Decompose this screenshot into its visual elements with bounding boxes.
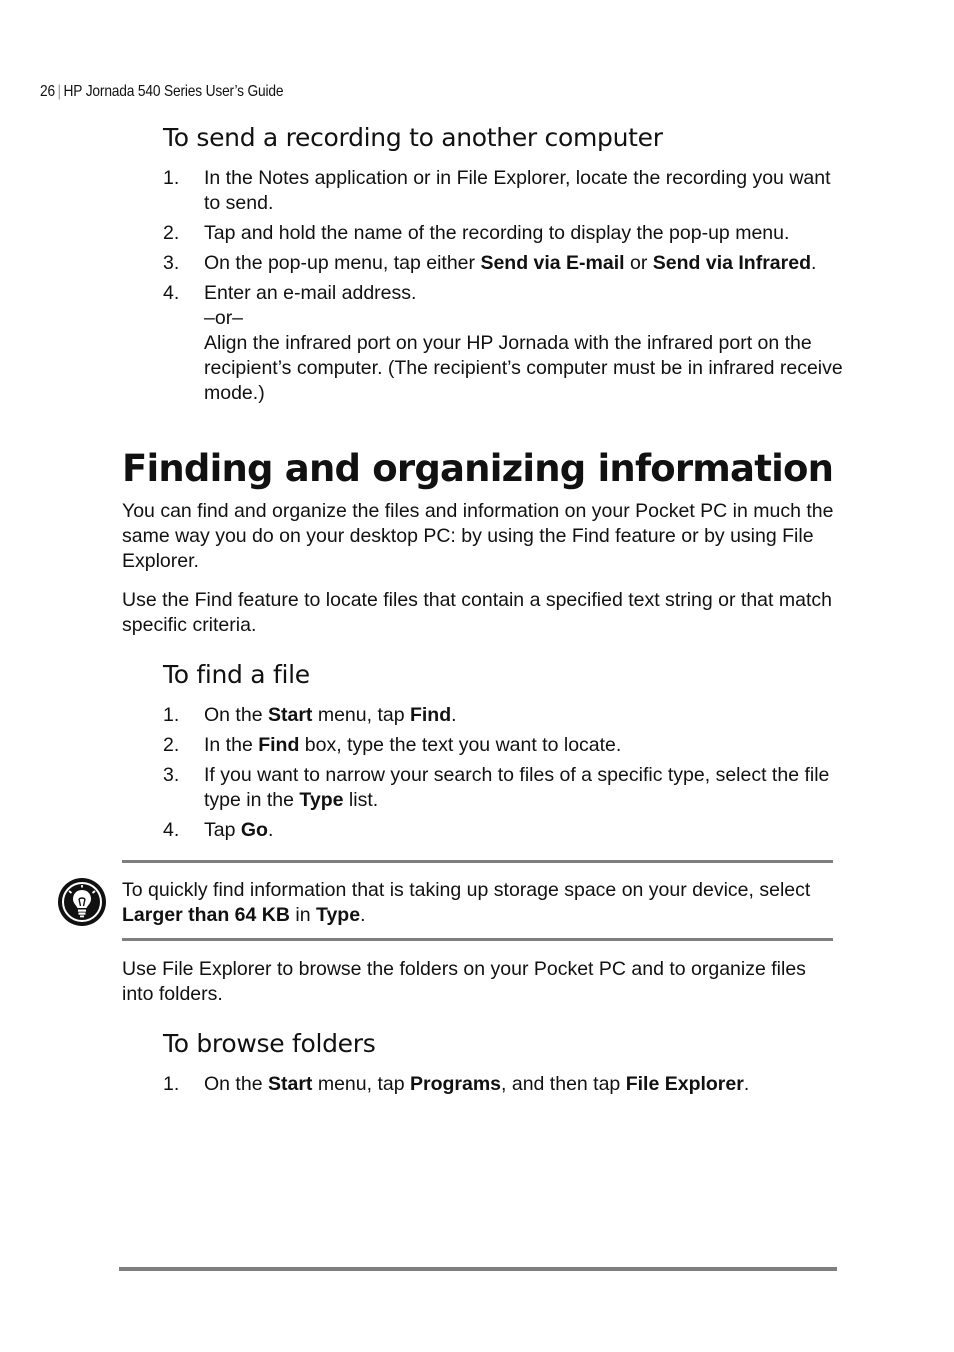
find-file-steps bbox=[163, 703, 843, 848]
send-recording-steps bbox=[163, 166, 843, 411]
list-item: 4. Tap Go. bbox=[163, 819, 274, 841]
lightbulb-icon bbox=[57, 877, 107, 927]
guide-title: HP Jornada 540 Series User’s Guide bbox=[63, 83, 284, 100]
list-item: 1. On the Start menu, tap Programs, and then tap File Explorer. bbox=[163, 1073, 750, 1095]
intro-paragraph: You can find and organize the files and information on your Pocket PC in much the same way you do on your desktop PC: by using the Find feature or by using File Explorer. bbox=[122, 500, 834, 572]
browse-folders-steps bbox=[163, 1072, 843, 1102]
list-item: 2. Tap and hold the name of the recording to display the pop-up menu. bbox=[163, 222, 790, 244]
list-item: 3. On the pop-up menu, tap either Send via E-mail or Send via Infrared. bbox=[163, 252, 817, 274]
list-item: 1. In the Notes application or in File Explorer, locate the recording you want to send. bbox=[163, 167, 831, 214]
browse-folders-heading: To browse folders bbox=[163, 1029, 376, 1058]
find-feature-paragraph: Use the Find feature to locate files that contain a specified text string or that match specific criteria. bbox=[122, 589, 832, 636]
page-number: 26 bbox=[40, 83, 55, 100]
file-explorer-paragraph: Use File Explorer to browse the folders on your Pocket PC and to organize files into folders. bbox=[122, 958, 806, 1005]
page-footer-rule bbox=[119, 1267, 837, 1271]
header-separator: | bbox=[57, 83, 61, 100]
list-item: 4. Enter an e-mail address. –or– Align the infrared port on your HP Jornada with the infrared port on the recipient’s computer. (The recipient’s computer must be in infrared receive mode.) bbox=[163, 282, 843, 404]
tip-text: To quickly find information that is taking up storage space on your device, select Larger than 64 KB in Type. bbox=[122, 879, 811, 926]
section-title: Finding and organizing information bbox=[122, 447, 834, 490]
send-recording-heading: To send a recording to another computer bbox=[163, 123, 663, 152]
list-item: 2. In the Find box, type the text you want to locate. bbox=[163, 734, 622, 756]
tip-bottom-divider bbox=[122, 938, 833, 941]
tip-top-divider bbox=[122, 860, 833, 863]
find-file-heading: To find a file bbox=[163, 660, 310, 689]
page-header bbox=[40, 83, 283, 101]
list-item: 1. On the Start menu, tap Find. bbox=[163, 704, 457, 726]
list-item: 3. If you want to narrow your search to files of a specific type, select the file type in the Type list. bbox=[163, 764, 830, 811]
